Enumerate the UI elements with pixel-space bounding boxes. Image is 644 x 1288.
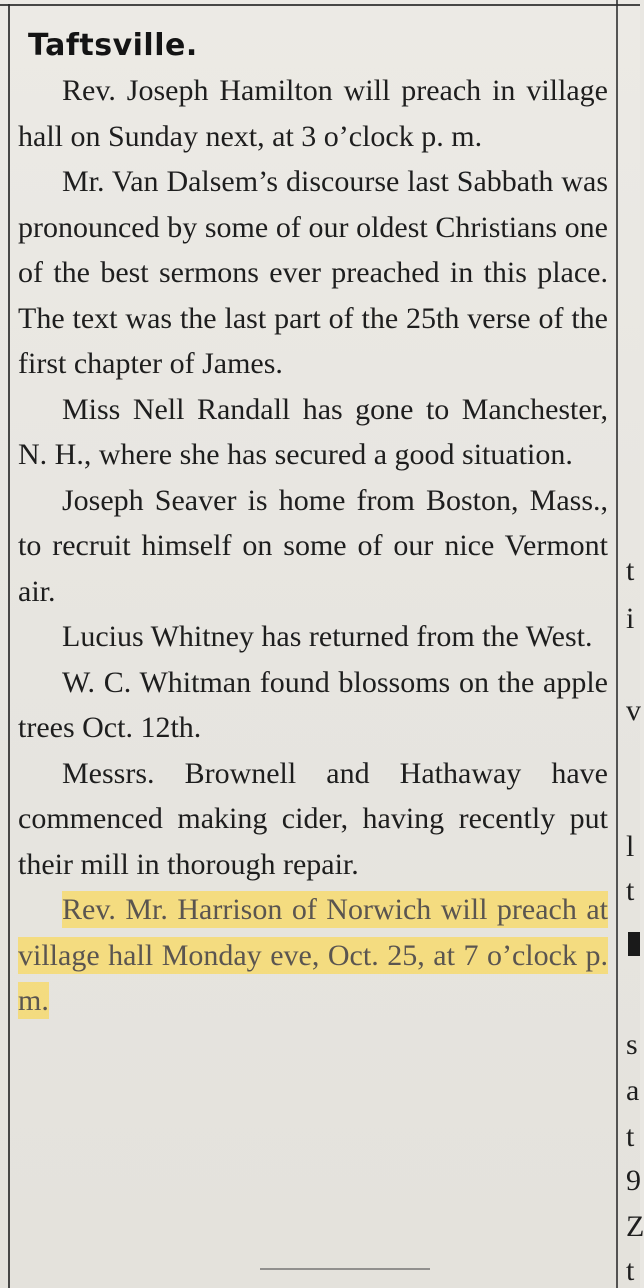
article-heading: Taftsville. — [28, 28, 198, 63]
highlighted-news-item — [18, 887, 608, 1024]
news-item: Lucius Whitney has returned from the West. — [62, 620, 593, 653]
adjacent-column-fragment: i — [626, 602, 635, 635]
adjacent-column-fragment: t — [626, 554, 635, 587]
bottom-separator-rule — [260, 1268, 430, 1270]
adjacent-column-fragment: t — [626, 1120, 635, 1153]
adjacent-column-ink-block — [628, 932, 640, 956]
adjacent-column-fragment: l — [626, 830, 635, 863]
article-column — [18, 24, 608, 1024]
adjacent-column-fragment: a — [626, 1074, 640, 1107]
right-column-rule — [616, 0, 618, 1288]
news-item: Messrs. Brownell and Hathaway have commenced making cider, having recently put their mill in thorough repair. — [18, 756, 608, 881]
news-item: Rev. Joseph Hamilton will preach in village hall on Sunday next, at 3 o’clock p. m. — [18, 74, 608, 153]
adjacent-column-fragment: s — [626, 1028, 638, 1061]
news-item: Joseph Seaver is home from Boston, Mass., to recruit himself on some of our nice Vermont air. — [18, 483, 608, 608]
adjacent-column-fragment: t — [626, 1254, 635, 1287]
top-column-rule — [0, 4, 640, 6]
highlight-marker: Rev. Mr. Harrison of Norwich will preach at village hall Monday eve, Oct. 25, at 7 o’clock p. m. — [18, 893, 608, 1017]
adjacent-column-fragment: Z — [626, 1210, 644, 1243]
adjacent-column-fragment: 9 — [626, 1164, 641, 1197]
adjacent-column-fragment: v — [626, 694, 641, 727]
news-item: Mr. Van Dalsem’s discourse last Sabbath was pronounced by some of our oldest Christians one of the best sermons ever preached in this place. The text was the last part of the 25th verse of the first chapter of James. — [18, 165, 608, 380]
news-item: Miss Nell Randall has gone to Manchester, N. H., where she has secured a good situation. — [18, 392, 608, 471]
news-item: W. C. Whitman found blossoms on the apple trees Oct. 12th. — [18, 665, 608, 744]
adjacent-column-fragment: t — [626, 874, 635, 907]
left-column-rule — [8, 4, 10, 1288]
